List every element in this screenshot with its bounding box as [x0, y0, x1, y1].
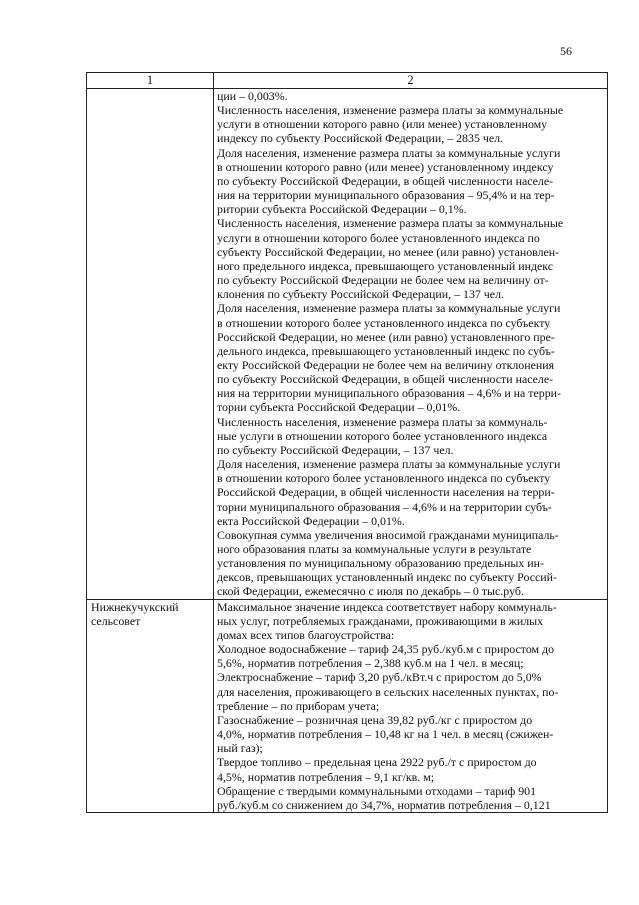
- text-line: услуги в отношении которого более установленного индекса по: [217, 230, 540, 245]
- row1-lines: [217, 89, 603, 599]
- text-line: требление – по приборам учета;: [217, 698, 380, 713]
- page-bottom-margin: [86, 888, 609, 905]
- text-line: ской Федерации, ежемесячно с июля по декабрь – 0 тыс.руб.: [217, 584, 524, 599]
- row1-description-cell: [214, 89, 608, 600]
- text-line: тории субъекта Российской Федерации – 0,01%.: [217, 400, 461, 415]
- table-header-row: [87, 73, 608, 89]
- municipality-cell-empty: [87, 89, 214, 600]
- text-line: Российской Федерации, но менее (или равно) установленного пре-: [217, 329, 555, 344]
- text-line: по субъекту Российской Федерации, в общей численности населе-: [217, 173, 554, 188]
- text-line: екта Российской Федерации – 0,01%.: [217, 513, 405, 528]
- text-line: 4,5%, норматив потребления – 9,1 кг/кв. м;: [217, 769, 435, 784]
- page-number: 56: [560, 44, 572, 58]
- text-line: по субъекту Российской Федерации, – 137 чел.: [217, 442, 454, 457]
- text-line: Доля населения, изменение размера платы за коммунальные услуги: [217, 145, 561, 160]
- text-line: Доля населения, изменение размера платы за коммунальные услуги: [217, 301, 561, 316]
- text-line: Твердое топливо – предельная цена 2922 руб./т с приростом до: [217, 755, 537, 770]
- text-line: домах всех типов благоустройства:: [217, 627, 395, 642]
- text-line: Российской Федерации, в общей численности населения на терри-: [217, 485, 555, 500]
- text-line: Максимальное значение индекса соответствует набору коммуналь-: [217, 599, 557, 614]
- text-line: Численность населения, изменение размера платы за коммунальные: [217, 103, 564, 118]
- text-line: Обращение с твердыми коммунальными отходами – тариф 901: [217, 783, 537, 798]
- header-col-1: 1: [87, 73, 214, 89]
- municipality-name: [91, 600, 209, 628]
- text-line: ный газ);: [217, 741, 263, 756]
- row2-lines: [217, 600, 603, 812]
- text-line: ных услуг, потребляемых гражданами, проживающими в жилых: [217, 613, 544, 628]
- text-line: ного предельного индекса, превышающего установленный индекс: [217, 258, 554, 273]
- text-line: ритории субъекта Российской Федерации – 0,1%.: [217, 202, 467, 217]
- header-col-2: 2: [214, 73, 608, 89]
- table-row: [87, 89, 608, 600]
- municipal-index-table: [86, 72, 608, 813]
- text-line: в отношении которого равно (или менее) установленному индексу: [217, 159, 554, 174]
- text-line: дельного индекса, превышающего установленный индекс по субъ-: [217, 343, 555, 358]
- text-line: сельсовет: [91, 613, 141, 628]
- text-line: тории муниципального образования – 4,6% и на территории субъ-: [217, 499, 552, 514]
- text-line: Холодное водоснабжение – тариф 24,35 руб./куб.м с приростом до: [217, 642, 555, 657]
- text-line: установления по муниципальному образованию предельных ин-: [217, 556, 544, 571]
- text-line: 4,0%, норматив потребления – 10,48 кг на 1 чел. в месяц (сжижен-: [217, 727, 554, 742]
- text-line: для населения, проживающего в сельских населенных пунктах, по-: [217, 684, 559, 699]
- text-line: субъекту Российской Федерации, но менее (или равно) установлен-: [217, 244, 560, 259]
- text-line: ные услуги в отношении которого более установленного индекса: [217, 428, 548, 443]
- text-line: Численность населения, изменение размера платы за коммунальные: [217, 216, 564, 231]
- municipality-name-cell: [87, 599, 214, 812]
- text-line: Газоснабжение – розничная цена 39,82 руб./кг с приростом до: [217, 712, 533, 727]
- text-line: в отношении которого более установленного индекса по субъекту: [217, 315, 551, 330]
- text-line: услуги в отношении которого равно (или менее) установленному: [217, 117, 548, 132]
- text-line: 5,6%, норматив потребления – 2,388 куб.м на 1 чел. в месяц;: [217, 656, 524, 671]
- text-line: Электроснабжение – тариф 3,20 руб./кВт.ч с приростом до 5,0%: [217, 670, 542, 685]
- text-line: Численность населения, изменение размера платы за коммуналь-: [217, 414, 548, 429]
- text-line: по субъекту Российской Федерации, в общей численности населе-: [217, 372, 554, 387]
- row2-description-cell: [214, 599, 608, 812]
- text-line: в отношении которого более установленного индекса по субъекту: [217, 471, 551, 486]
- text-line: ния на территории муниципального образования – 4,6% и на терри-: [217, 386, 561, 401]
- text-line: екту Российской Федерации не более чем на величину отклонения: [217, 357, 555, 372]
- text-line: дексов, превышающих установленный индекс по субъекту Россий-: [217, 570, 557, 585]
- text-line: индексу по субъекту Российской Федерации, – 2835 чел.: [217, 131, 504, 146]
- text-line: клонения по субъекту Российской Федерации, – 137 чел.: [217, 287, 504, 302]
- text-line: Совокупная сумма увеличения вносимой гражданами муниципаль-: [217, 527, 559, 542]
- table-row: [87, 599, 608, 812]
- text-line: Доля населения, изменение размера платы за коммунальные услуги: [217, 457, 561, 472]
- text-line: Нижнекучукский: [91, 599, 179, 614]
- text-line: руб./куб.м со снижением до 34,7%, норматив потребления – 0,121: [217, 797, 551, 812]
- text-line: ции – 0,003%.: [217, 89, 288, 103]
- text-line: ния на территории муниципального образования – 95,4% и на тер-: [217, 188, 555, 203]
- text-line: ного образования платы за коммунальные услуги в результате: [217, 542, 532, 556]
- text-line: по субъекту Российской Федерации не более чем на величину от-: [217, 273, 549, 288]
